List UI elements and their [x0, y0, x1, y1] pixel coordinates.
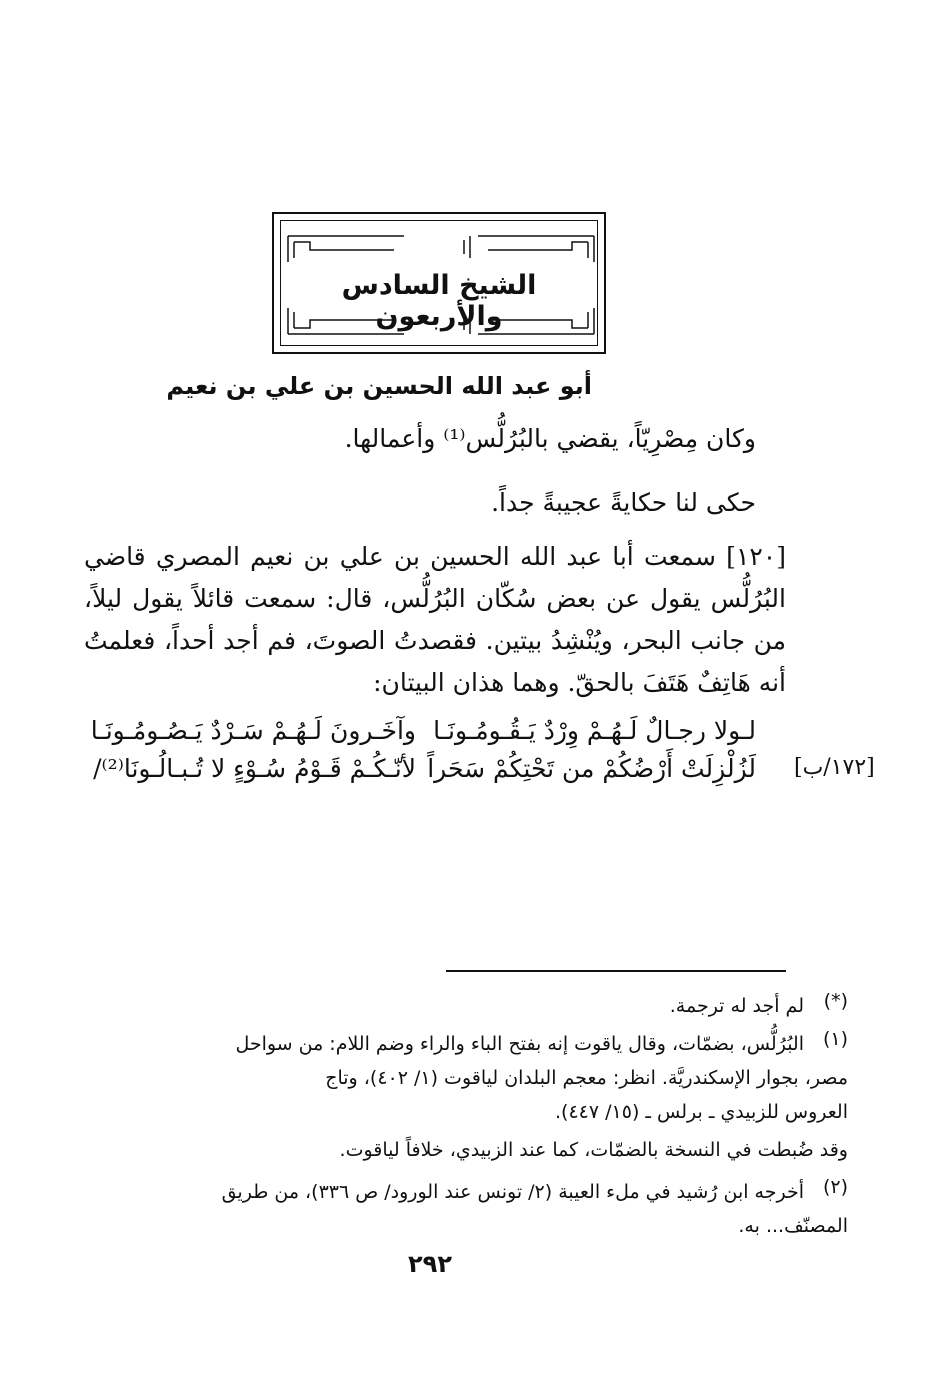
footnote-text: لم أجد له ترجمة.: [669, 995, 804, 1017]
intro-line-2: حكى لنا حكايةً عجيبةً جداً.: [491, 488, 756, 517]
footnote-line: العروس للزبيدي ـ برلس ـ (١٥/ ٤٤٧).: [555, 1101, 848, 1123]
footnote-line: وقد ضُبطت في النسخة بالضمّات، كما عند الزبيدي، خلافاً لياقوت.: [339, 1139, 848, 1161]
intro-line-1: وكان مِصْرِيّاً، يقضي بالبُرُلُّس⁽¹⁾ وأعمالها.: [344, 424, 756, 453]
page-number: ٢٩٢: [408, 1250, 452, 1278]
verse-1-first-hemistich: لـولا رجـالٌ لَـهُـمْ وِرْدٌ يَـقُـومُـونَـا: [433, 716, 756, 745]
footnote-line: مصر، بجوار الإسكندريَّة. انظر: معجم البلدان لياقوت (١/ ٤٠٢)، وتاج: [325, 1067, 848, 1089]
footnote-line: البُرُلُّس، بضمّات، وقال ياقوت إنه بفتح الباء والراء وضم اللام: من سواحل: [235, 1033, 804, 1055]
footnote-separator: [446, 970, 786, 972]
folio-mark: [١٧٢/ب]: [794, 755, 875, 780]
footnote-line: المصنّف... به.: [738, 1215, 848, 1237]
narration-paragraph: [١٢٠] سمعت أبا عبد الله الحسين بن علي بن نعيم المصري قاضي البُرُلُّس يقول عن بعض سُكّان البُرُلُّس، قال: سمعت قائلاً يقول ليلاً، من جانب البحر، ويُنْشِدُ بيتين. فقصدتُ الصوتَ، فم أجد أحداً، فعلمتُ أنه هَاتِفٌ هَتَفَ بالحقّ. وهما هذان البيتان:: [84, 542, 786, 697]
chapter-title-frame: [272, 212, 606, 354]
subject-name: أبو عبد الله الحسين بن علي بن نعيم: [166, 372, 592, 400]
footnote-mark: (٢): [822, 1176, 848, 1198]
footnote-mark: (١): [822, 1028, 848, 1050]
footnote-mark: (*): [823, 990, 848, 1012]
verse-2-second-hemistich: لأنّـكُـمْ قَـوْمُ سُـوْءٍ لا تُـبـالُـونَا⁽²⁾/: [93, 754, 416, 783]
chapter-title: الشيخ السادس والأربعون: [341, 270, 537, 332]
verse-1-second-hemistich: وآخَـرونَ لَـهُـمْ سَـرْدٌ يَـصُـومُـونَـا: [90, 716, 416, 745]
footnote-line: أخرجه ابن رُشيد في ملء العيبة (٢/ تونس عند الورود/ ص ٣٣٦)، من طريق: [221, 1181, 804, 1203]
verse-2-first-hemistich: لَزُلْزِلَتْ أَرْضُكُمْ من تَحْتِكُمْ سَحَراً: [427, 754, 756, 783]
